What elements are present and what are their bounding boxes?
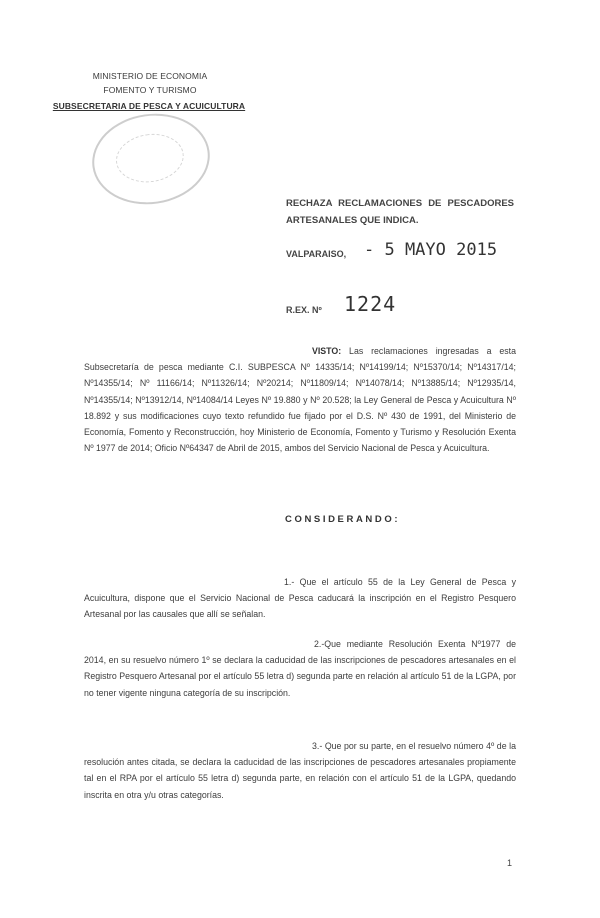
date-row [286,240,498,260]
visto-label: VISTO: [312,346,342,356]
header-subsecretaria: SUBSECRETARIA DE PESCA Y ACUICULTURA [52,101,246,111]
page-number: 1 [507,858,513,868]
considerando-heading: CONSIDERANDO: [285,514,401,525]
official-stamp [86,106,215,212]
document-subject: RECHAZA RECLAMACIONES DE PESCADORES ARTESANALES QUE INDICA. [286,198,514,226]
visto-paragraph [84,343,516,456]
considerando-paragraph-2: 2.-Que mediante Resolución Exenta Nº1977 de 2014, en su resuelvo número 1º se declara la caducidad de las inscripciones de pescadores artesanales en el Registro Pesquero Artesanal por el artículo 55 letra d) segunda parte en relación al artículo 51 de la LGPA, por no tener vigente ninguna categoría de su inscripción. [84,639,516,698]
considerando-paragraph-3: 3.- Que por su parte, en el resuelvo número 4º de la resolución antes citada, se declara la caducidad de las inscripciones de pescadores artesanales propiamente tal en el RPA por el artículo 55 letra d) segunda parte, en relación con el artículo 51 de la LGPA, quedando inscrita en otra y/u otras categorías. [84,741,516,800]
visto-text: Las reclamaciones ingresadas a esta Subsecretaría de pesca mediante C.I. SUBPESCA Nº 14335/14; Nº14199/14; Nº15370/14; Nº14317/14; Nº14355/14; Nº 11166/14; Nº11326/14; Nº20214; Nº11809/14; Nº14078/14; Nº13885/14; Nº12935/14, Nº14355/14; Nº13912/14, Nº14084/14 Leyes Nº 19.880 y Nº 20.528; la Ley General de Pesca y Acuicultura Nº 18.892 y sus modificaciones cuyo texto refundido fue fijado por el D.S. Nº 430 de 1991, del Ministerio de Economía, Fomento y Reconstrucción, hoy Ministerio de Economía, Fomento y Turismo y Resolución Exenta Nº 1977 de 2014; Oficio Nº64347 de Abril de 2015, ambos del Servicio Nacional de Pesca y Acuicultura. [84,346,516,454]
considerando-paragraph-1: 1.- Que el artículo 55 de la Ley General de Pesca y Acuicultura, dispone que el Servicio Nacional de Pesca caducará la inscripción en el Registro Pesquero Artesanal por las causales que allí se señalan. [84,577,516,620]
document-date: - 5 MAYO 2015 [364,240,498,260]
resolution-label: R.EX. Nº [286,305,322,315]
place-label: VALPARAISO, [286,249,347,259]
resolution-number: 1224 [344,292,397,316]
header-ministry: MINISTERIO DE ECONOMIA [92,71,208,81]
resolution-row [286,292,397,316]
header-ministry-sub: FOMENTO Y TURISMO [103,85,197,95]
